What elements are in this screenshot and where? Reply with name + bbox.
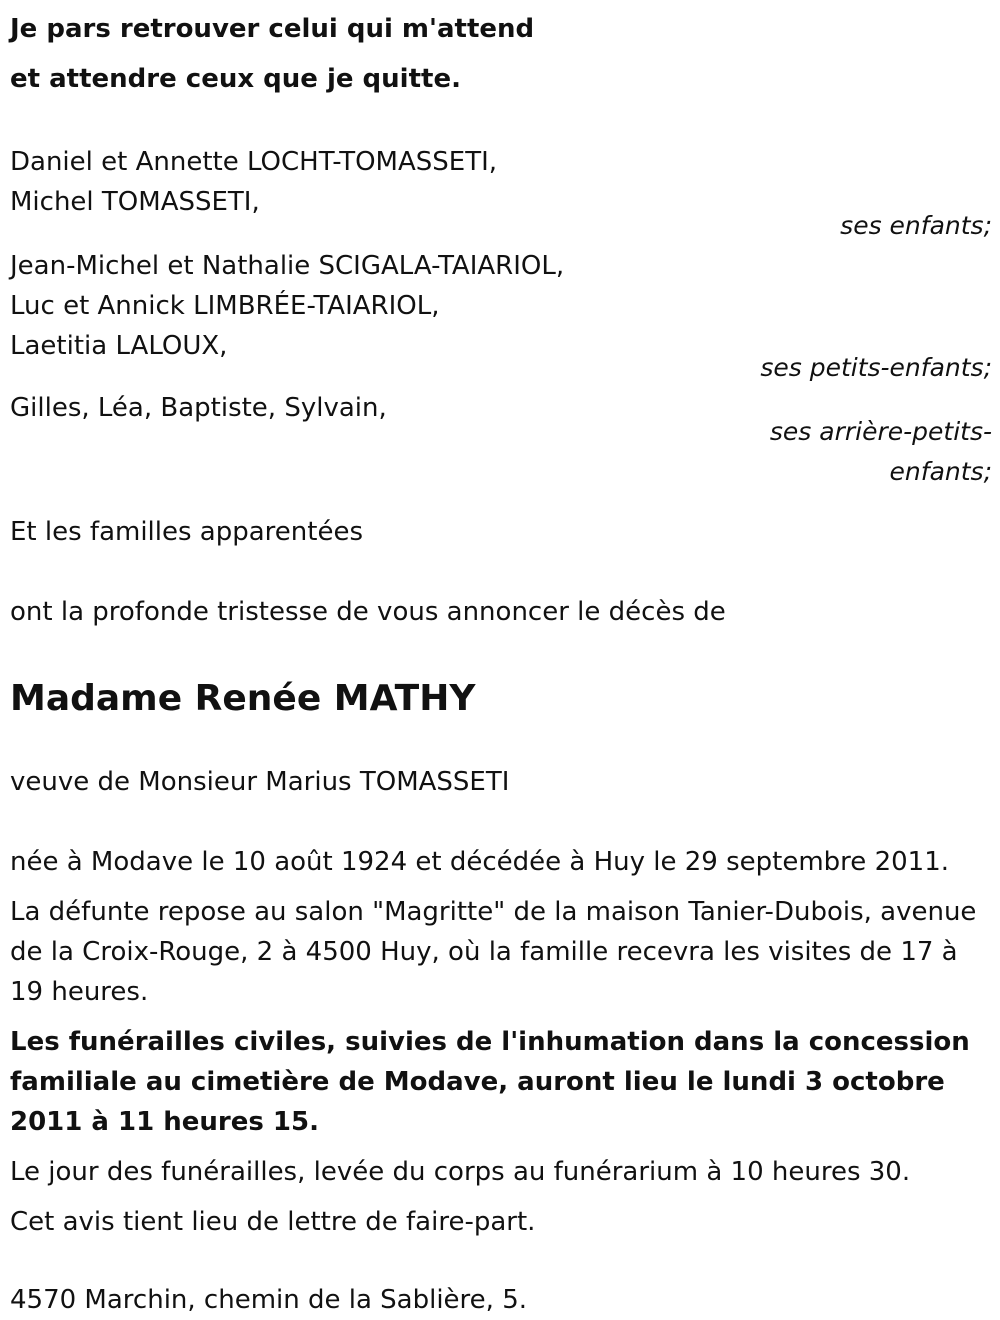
child-name: Michel TOMASSETI,: [10, 187, 260, 217]
resting-place: La défunte repose au salon "Magritte" de la maison Tanier-Dubois, avenue de la Croix-Rouge, 2 à 4500 Huy, où la famille recevra les visites de 17 à 19 heures.: [10, 897, 977, 1007]
obituary-notice: [10, 4, 992, 1320]
birth-death: née à Modave le 10 août 1924 et décédée à Huy le 29 septembre 2011.: [10, 847, 949, 877]
grandchildren-role: ses petits-enfants;: [760, 353, 992, 382]
address: 4570 Marchin, chemin de la Sablière, 5.: [10, 1285, 528, 1315]
notice-statement: Cet avis tient lieu de lettre de faire-part.: [10, 1207, 536, 1237]
great-grandchildren-section: [10, 388, 992, 492]
grandchild-name: Luc et Annick LIMBRÉE-TAIARIOL,: [10, 291, 440, 321]
grandchildren-section: [10, 246, 992, 388]
children-section: [10, 142, 992, 246]
grandchild-name: Laetitia LALOUX,: [10, 331, 228, 361]
relatives: Et les familles apparentées: [10, 517, 364, 547]
announcement: ont la profonde tristesse de vous annoncer le décès de: [10, 597, 726, 627]
great-grandchildren-role-line-2: enfants;: [889, 457, 992, 486]
levee-du-corps: Le jour des funérailles, levée du corps au funérarium à 10 heures 30.: [10, 1157, 911, 1187]
children-role: ses enfants;: [840, 211, 992, 240]
great-grandchild-names: Gilles, Léa, Baptiste, Sylvain,: [10, 393, 387, 423]
epigraph: [10, 4, 992, 104]
deceased-name: Madame Renée MATHY: [10, 678, 476, 719]
epigraph-line-2: et attendre ceux que je quitte.: [10, 64, 461, 94]
epigraph-line-1: Je pars retrouver celui qui m'attend: [10, 14, 535, 44]
widow-of: veuve de Monsieur Marius TOMASSETI: [10, 767, 510, 797]
child-name: Daniel et Annette LOCHT-TOMASSETI,: [10, 147, 498, 177]
funeral-details: Les funérailles civiles, suivies de l'inhumation dans la concession familiale au cimetière de Modave, auront lieu le lundi 3 octobre 2011 à 11 heures 15.: [10, 1027, 970, 1137]
great-grandchildren-role-line-1: ses arrière-petits-: [769, 417, 992, 446]
grandchild-name: Jean-Michel et Nathalie SCIGALA-TAIARIOL,: [10, 251, 565, 281]
